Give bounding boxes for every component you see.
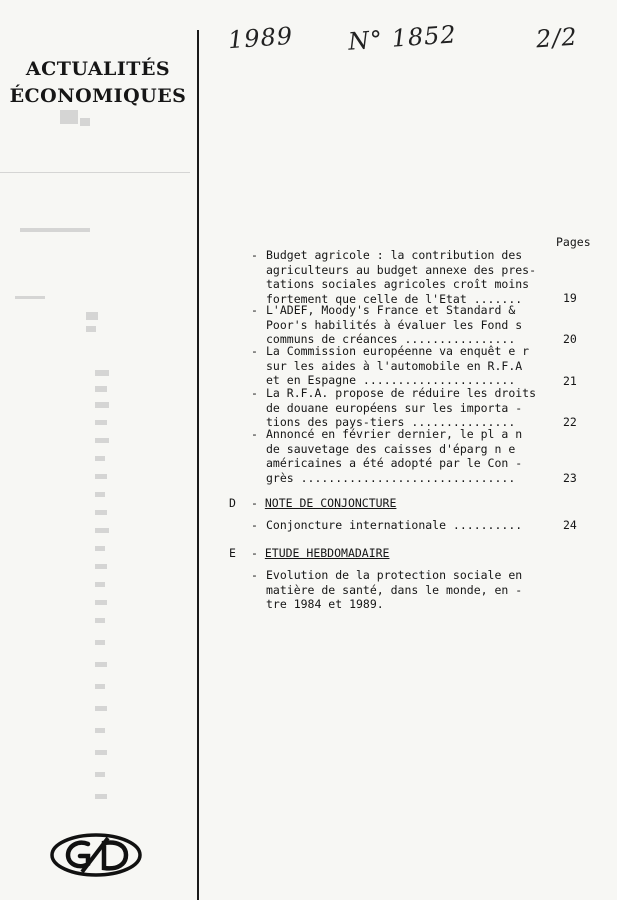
section-d-heading: - NOTE DE CONJONCTURE	[251, 496, 397, 510]
pages-column-label: Pages	[556, 235, 591, 249]
list-item: - L'ADEF, Moody's France et Standard & Poor's habilités à évaluer les Fond s communs de créances ................	[251, 303, 523, 346]
section-e-heading: - ETUDE HEBDOMADAIRE	[251, 546, 390, 560]
gd-logo-icon	[48, 832, 144, 878]
list-item: - Annoncé en février dernier, le pl a n de sauvetage des caisses d'éparg n e américaines a été adopté par le Con - grès ...............................	[251, 427, 523, 485]
list-item: - Budget agricole : la contribution des agriculteurs au budget annexe des pres- tations sociales agricoles croît moins fortement que celle de l'Etat .......	[251, 248, 537, 306]
brand-line-2: ÉCONOMIQUES	[9, 85, 187, 107]
page-number: 24	[563, 518, 577, 532]
page-number: 19	[563, 291, 577, 305]
section-e-title: ETUDE HEBDOMADAIRE	[264, 546, 390, 560]
page-number: 21	[563, 374, 577, 388]
page-number: 20	[563, 332, 577, 346]
list-item: - La Commission européenne va enquêt e r sur les aides à l'automobile en R.F.A et en Espagne ......................	[251, 344, 530, 387]
section-d-item: - Conjoncture internationale ..........	[251, 518, 523, 532]
list-item: - La R.F.A. propose de réduire les droits de douane européens sur les importa - tions des pays-tiers ...............	[251, 386, 537, 429]
section-e-letter: E	[229, 546, 236, 560]
brand-title	[2, 56, 194, 110]
handwritten-issue-number: N° 1852	[347, 20, 458, 56]
section-d-letter: D	[229, 496, 236, 510]
handwritten-year: 1989	[227, 21, 294, 55]
section-e-item: - Evolution de la protection sociale en matière de santé, dans le monde, en - tre 1984 et 1989.	[251, 568, 523, 611]
section-d-title: NOTE DE CONJONCTURE	[264, 496, 397, 510]
page-number: 23	[563, 471, 577, 485]
bleed-through-marks	[0, 0, 195, 830]
handwritten-fraction: 2/2	[535, 22, 579, 54]
page-number: 22	[563, 415, 577, 429]
vertical-rule	[197, 30, 199, 900]
brand-line-1: ACTUALITÉS	[25, 58, 171, 80]
